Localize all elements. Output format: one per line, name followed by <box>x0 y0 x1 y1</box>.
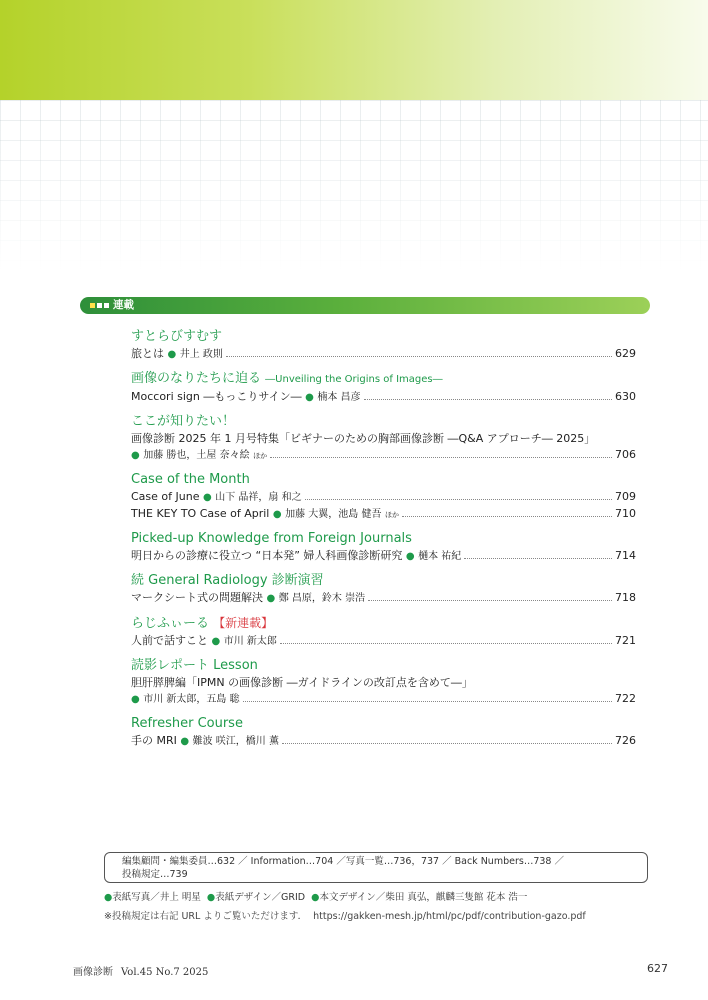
series-heading-subtitle: ―Unveiling the Origins of Images― <box>265 374 443 385</box>
article-authors: 井上 政則 <box>179 349 223 360</box>
article-title: 旅とは <box>131 347 164 360</box>
article-line <box>131 431 636 447</box>
series-heading-title: 画像のなりたちに迫る <box>131 371 262 386</box>
article-title: 手の MRI <box>131 734 177 747</box>
volume-info: Vol.45 No.7 2025 <box>121 967 209 978</box>
page-number: 714 <box>615 549 636 562</box>
page-number: 629 <box>615 347 636 360</box>
article-authors: 市川 新太郎 <box>223 636 277 647</box>
toc-entry <box>131 715 636 750</box>
article-authors: 鄭 昌原，鈴木 崇浩 <box>278 593 366 604</box>
section-bar <box>80 297 650 314</box>
article-title: 人前で話すこと <box>131 634 208 647</box>
submission-note <box>104 910 586 923</box>
dot-leader <box>368 600 612 601</box>
credit-name: GRID <box>281 892 306 903</box>
grid-pattern <box>0 100 708 270</box>
credit-label: 本文デザイン／ <box>319 892 386 903</box>
bullet-dot-icon: ● <box>266 593 276 604</box>
toc-entry <box>131 530 636 565</box>
article-authors: 加藤 大翼，池島 健吾 <box>285 509 382 520</box>
toc-row[interactable] <box>131 548 636 565</box>
table-of-contents <box>131 328 636 757</box>
toc-entry <box>131 328 636 363</box>
toc-row[interactable] <box>131 733 636 750</box>
note-text: ※投稿規定は右記 URL よりご覧いただけます． <box>104 911 308 922</box>
contribution-url-link[interactable]: https://gakken-mesh.jp/html/pc/pdf/contribution-gazo.pdf <box>313 911 586 922</box>
page-number: 718 <box>615 591 636 604</box>
toc-row[interactable] <box>131 691 636 708</box>
index-line: 編集顧問・編集委員…632 ／ Information…704 ／写真一覧…736，737 ／ Back Numbers…738 ／ <box>122 856 564 867</box>
series-heading <box>131 614 636 633</box>
dot-leader <box>364 399 612 400</box>
bullet-dot-icon: ● <box>211 636 221 647</box>
dot-leader <box>243 701 612 702</box>
article-authors: 難波 咲江，橋川 薫 <box>192 736 279 747</box>
credit-name: 柴田 真弘，麒麟三隻館 花本 浩一 <box>385 892 528 903</box>
toc-entry <box>131 657 636 708</box>
article-authors: 山下 晶祥，扇 和之 <box>215 492 302 503</box>
page-number: 709 <box>615 490 636 503</box>
credit-label: 表紙写真／ <box>112 892 160 903</box>
page-number: 706 <box>615 448 636 461</box>
toc-row[interactable] <box>131 489 636 506</box>
journal-name: 画像診断 <box>73 967 113 978</box>
square-bullets-icon <box>90 303 109 308</box>
dot-leader <box>280 643 612 644</box>
article-title: Moccori sign ―もっこりサイン― <box>131 390 302 403</box>
dot-leader <box>464 558 612 559</box>
bullet-dot-icon: ● <box>311 892 320 903</box>
article-authors: 加藤 勝也，土屋 奈々絵 <box>143 450 250 461</box>
series-heading: Refresher Course <box>131 716 243 731</box>
et-al-label: ほか <box>384 511 399 519</box>
dot-leader <box>270 457 612 458</box>
section-label: 連載 <box>113 299 134 312</box>
article-title: Case of June <box>131 490 200 503</box>
bullet-dot-icon: ● <box>131 450 140 461</box>
bullet-dot-icon: ● <box>206 892 216 903</box>
folio-page-number: 627 <box>647 962 668 975</box>
design-credits <box>104 891 527 904</box>
toc-entry <box>131 471 636 523</box>
bullet-dot-icon: ● <box>167 349 177 360</box>
dot-leader <box>226 356 612 357</box>
series-heading: ここが知りたい！ <box>131 414 236 429</box>
toc-entry <box>131 572 636 607</box>
bullet-dot-icon: ● <box>405 551 415 562</box>
page-number: 710 <box>615 507 636 520</box>
dot-leader <box>282 743 612 744</box>
bullet-dot-icon: ● <box>180 736 190 747</box>
credit-name: 井上 明星 <box>159 892 201 903</box>
toc-row[interactable] <box>131 506 636 523</box>
series-heading: 続 General Radiology 診断演習 <box>131 573 324 588</box>
page-number: 726 <box>615 734 636 747</box>
bullet-dot-icon: ● <box>305 392 314 403</box>
article-title: 画像診断 2025 年 1 月号特集「ビギナーのための胸部画像診断 ―Q&A アプローチ― 2025」 <box>131 432 596 445</box>
running-footer <box>73 963 208 978</box>
dot-leader <box>402 516 612 517</box>
et-al-label: ほか <box>253 452 268 460</box>
series-heading: 読影レポート Lesson <box>131 658 258 673</box>
series-heading: Case of the Month <box>131 472 250 487</box>
bullet-dot-icon: ● <box>131 694 140 705</box>
series-heading <box>131 370 636 389</box>
page-number: 722 <box>615 692 636 705</box>
article-title: THE KEY TO Case of April <box>131 507 270 520</box>
toc-entry <box>131 614 636 650</box>
article-authors: 楠本 昌彦 <box>317 392 361 403</box>
header-gradient-band <box>0 0 708 100</box>
toc-row[interactable] <box>131 633 636 650</box>
bullet-dot-icon: ● <box>202 492 212 503</box>
bullet-dot-icon: ● <box>104 892 113 903</box>
credit-label: 表紙デザイン／ <box>215 892 282 903</box>
article-title: 明日からの診療に役立つ “日本発” 婦人科画像診断研究 <box>131 549 403 562</box>
series-heading: すとらびすむす <box>131 329 223 344</box>
article-title: マークシート式の問題解決 <box>131 591 263 604</box>
page-number: 630 <box>615 390 636 403</box>
article-title: 胆肝膵脾編「IPMN の画像診断 ―ガイドラインの改訂点を含めて―」 <box>131 676 473 689</box>
toc-row[interactable] <box>131 590 636 607</box>
bullet-dot-icon: ● <box>272 509 282 520</box>
series-heading-title: らじふぃーる <box>131 616 210 631</box>
toc-row[interactable] <box>131 346 636 363</box>
toc-entry <box>131 370 636 406</box>
article-authors: 市川 新太郎，五島 聡 <box>143 694 240 705</box>
series-heading: Picked-up Knowledge from Foreign Journals <box>131 531 412 546</box>
index-line: 投稿規定…739 <box>122 869 188 880</box>
page-number: 721 <box>615 634 636 647</box>
toc-entry <box>131 413 636 464</box>
index-box <box>104 852 648 883</box>
article-line <box>131 675 636 691</box>
new-series-badge: 【新連載】 <box>213 616 274 630</box>
dot-leader <box>305 499 612 500</box>
article-authors: 樋本 祐紀 <box>418 551 462 562</box>
toc-row[interactable] <box>131 389 636 406</box>
toc-row[interactable] <box>131 447 636 464</box>
